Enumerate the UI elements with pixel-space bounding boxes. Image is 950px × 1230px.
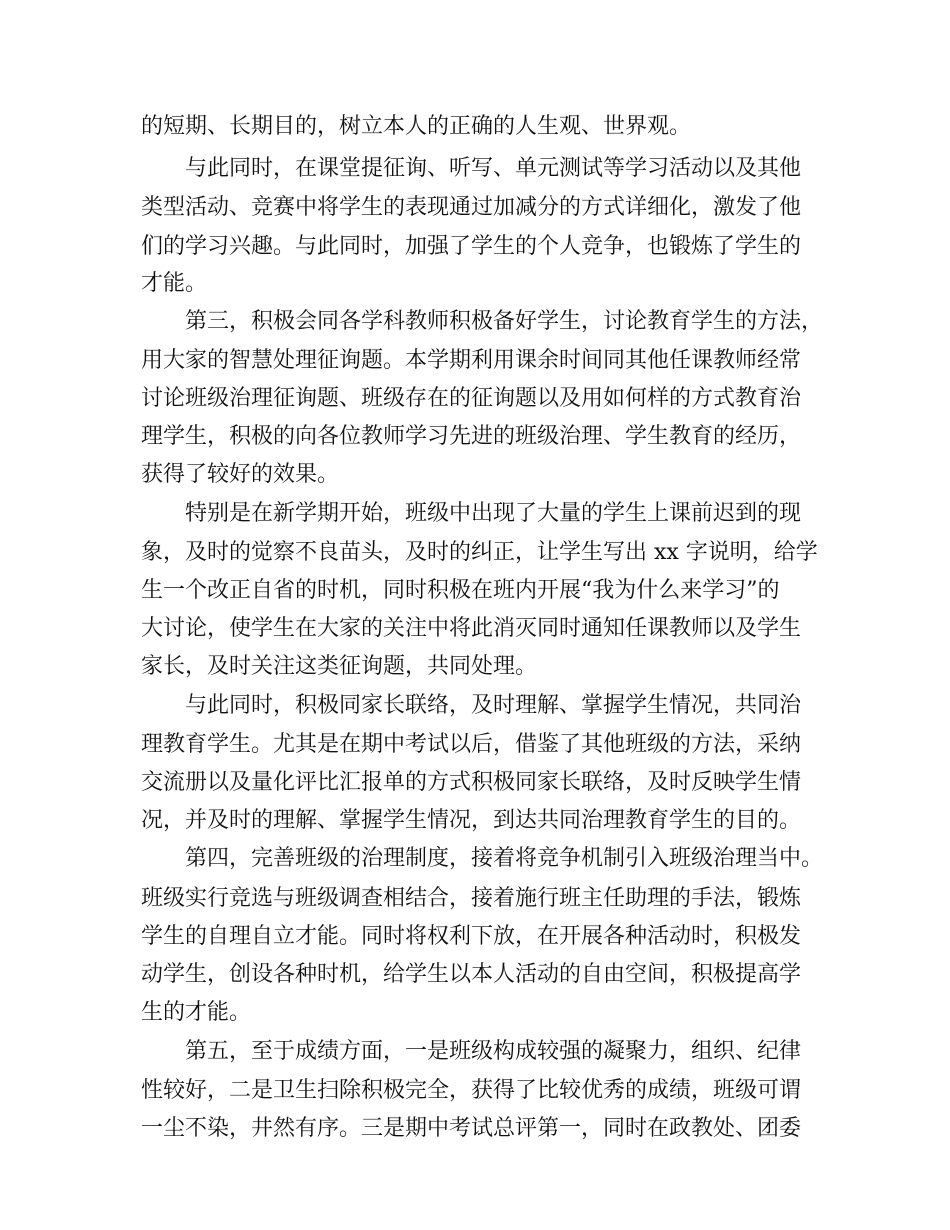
text-line: 用大家的智慧处理征询题。本学期利用课余时间同其他任课教师经常 — [141, 348, 802, 373]
text-line: 生一个改正自省的时机，同时积极在班内开展“我为什么来学习”的 — [141, 578, 780, 603]
paragraph-start: 与此同时，在课堂提征询、听写、单元测试等学习活动以及其他 — [185, 156, 802, 181]
text-line: 大讨论，使学生在大家的关注中将此消灭同时通知任课教师以及学生 — [141, 616, 802, 641]
text-line: 一尘不染，井然有序。三是期中考试总评第一，同时在政教处、团委 — [141, 1116, 802, 1141]
text-line: 动学生，创设各种时机，给学生以本人活动的自由空间，积极提高学 — [141, 962, 802, 987]
text-line: 象，及时的觉察不良苗头，及时的纠正，让学生写出 xx 字说明，给学 — [141, 540, 818, 565]
paragraph-start: 与此同时，积极同家长联络，及时理解、掌握学生情况，共同治 — [185, 693, 802, 718]
text-line: 交流册以及量化评比汇报单的方式积极同家长联络，及时反映学生情 — [141, 770, 802, 795]
text-line: 生的才能。 — [141, 1000, 252, 1025]
text-line: 班级实行竞选与班级调查相结合，接着施行班主任助理的手法，锻炼 — [141, 886, 802, 911]
text-line: 理教育学生。尤其是在期中考试以后，借鉴了其他班级的方法，采纳 — [141, 732, 802, 757]
text-line: 况，并及时的理解、掌握学生情况，到达共同治理教育学生的目的。 — [141, 808, 802, 833]
paragraph-start: 第四，完善班级的治理制度，接着将竞争机制引入班级治理当中。 — [185, 846, 824, 871]
text-line: 性较好，二是卫生扫除积极完全，获得了比较优秀的成绩，班级可谓 — [141, 1078, 802, 1103]
text-line: 家长，及时关注这类征询题，共同处理。 — [141, 654, 538, 679]
text-line: 学生的自理自立才能。同时将权利下放，在开展各种活动时，积极发 — [141, 924, 802, 949]
paragraph-start: 特别是在新学期开始，班级中出现了大量的学生上课前迟到的现 — [185, 501, 802, 526]
paragraph-start: 第五，至于成绩方面，一是班级构成较强的凝聚力，组织、纪律 — [185, 1039, 802, 1064]
text-line: 类型活动、竞赛中将学生的表现通过加减分的方式详细化，激发了他 — [141, 195, 802, 220]
paragraph-start: 第三，积极会同各学科教师积极备好学生，讨论教育学生的方法， — [185, 309, 824, 334]
text-line: 才能。 — [141, 271, 208, 296]
text-line: 的短期、长期目的，树立本人的正确的人生观、世界观。 — [141, 114, 692, 139]
text-line: 理学生，积极的向各位教师学习先进的班级治理、学生教育的经历， — [141, 424, 802, 449]
text-line: 们的学习兴趣。与此同时，加强了学生的个人竞争，也锻炼了学生的 — [141, 234, 802, 259]
text-line: 讨论班级治理征询题、班级存在的征询题以及用如何样的方式教育治 — [141, 386, 802, 411]
text-line: 获得了较好的效果。 — [141, 462, 340, 487]
